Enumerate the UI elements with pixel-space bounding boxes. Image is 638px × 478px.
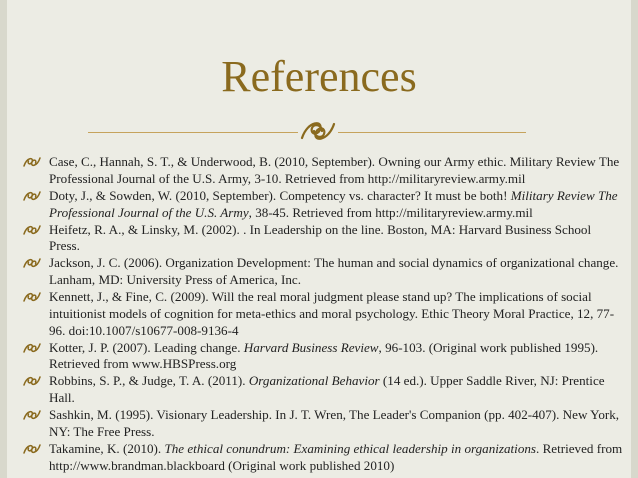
reference-item — [22, 188, 624, 221]
fleuron-bullet-icon — [22, 374, 42, 388]
title-rule-right — [338, 132, 526, 133]
fleuron-bullet-icon — [22, 290, 42, 304]
title-rule-left — [88, 132, 298, 133]
reference-text-tail: . Retrieved from http://www.brandman.blackboard (Original work published 2010) — [49, 441, 623, 473]
fleuron-bullet-icon — [22, 408, 42, 422]
fleuron-bullet-icon — [22, 223, 42, 237]
reference-text-tail: , 38-45. Retrieved from http://militaryreview.army.mil — [248, 204, 533, 220]
fleuron-bullet-icon — [22, 341, 42, 355]
reference-item — [22, 373, 624, 406]
reference-text: Jackson, J. C. (2006). Organization Development: The human and social dynamics of organizational change. Lanham, MD: University Press of America, Inc. — [49, 255, 619, 288]
reference-text: Kennett, J., & Fine, C. (2009). Will the real moral judgment please stand up? The implications of social intuitionist models of cognition for meta-ethics and moral psychology. Ethic Theory Moral Practice, 12, 77-96. doi:10.1007/s10677-008-9136-4 — [49, 289, 615, 338]
reference-item — [22, 222, 624, 255]
reference-italic-title: The ethical conundrum: Examining ethical leadership in organizations — [164, 441, 537, 457]
reference-text: Heifetz, R. A., & Linsky, M. (2002). . In Leadership on the line. Boston, MA: Harvard Business School Press. — [49, 221, 592, 254]
flourish-ornament-icon — [298, 116, 338, 146]
reference-text-tail: (14 ed.). Upper Saddle River, NJ: Prentice Hall. — [49, 373, 605, 406]
reference-text: Takamine, K. (2010). — [49, 441, 165, 457]
reference-text: Case, C., Hannah, S. T., & Underwood, B. (2010, September). Owning our Army ethic. Military Review The Professional Journal of the U.S. Army, 3-10. Retrieved from http://militaryreview.army.mil — [49, 154, 620, 186]
reference-text: Kotter, J. P. (2007). Leading change. — [49, 339, 244, 355]
fleuron-bullet-icon — [22, 442, 42, 456]
reference-item — [22, 154, 624, 187]
reference-text: Sashkin, M. (1995). Visionary Leadership. In J. T. Wren, The Leader's Companion (pp. 402-407). New York, NY: The Free Press. — [49, 407, 620, 439]
references-list — [22, 154, 624, 475]
reference-italic-title: Military Review The Professional Journal of the U.S. Army — [49, 187, 618, 220]
reference-item — [22, 255, 624, 288]
reference-item — [22, 340, 624, 373]
reference-item — [22, 407, 624, 440]
fleuron-bullet-icon — [22, 155, 42, 169]
reference-text-tail: , 96-103. (Original work published 1995). Retrieved from www.HBSPress.org — [49, 339, 599, 372]
reference-item — [22, 289, 624, 339]
reference-italic-title: Harvard Business Review — [243, 339, 379, 355]
page-title: References — [221, 52, 417, 101]
reference-text: Robbins, S. P., & Judge, T. A. (2011). — [49, 373, 249, 389]
fleuron-bullet-icon — [22, 189, 42, 203]
reference-item — [22, 441, 624, 474]
reference-text: Doty, J., & Sowden, W. (2010, September). Competency vs. character? It must be both! — [49, 187, 511, 203]
reference-italic-title: Organizational Behavior — [248, 373, 380, 389]
fleuron-bullet-icon — [22, 256, 42, 270]
